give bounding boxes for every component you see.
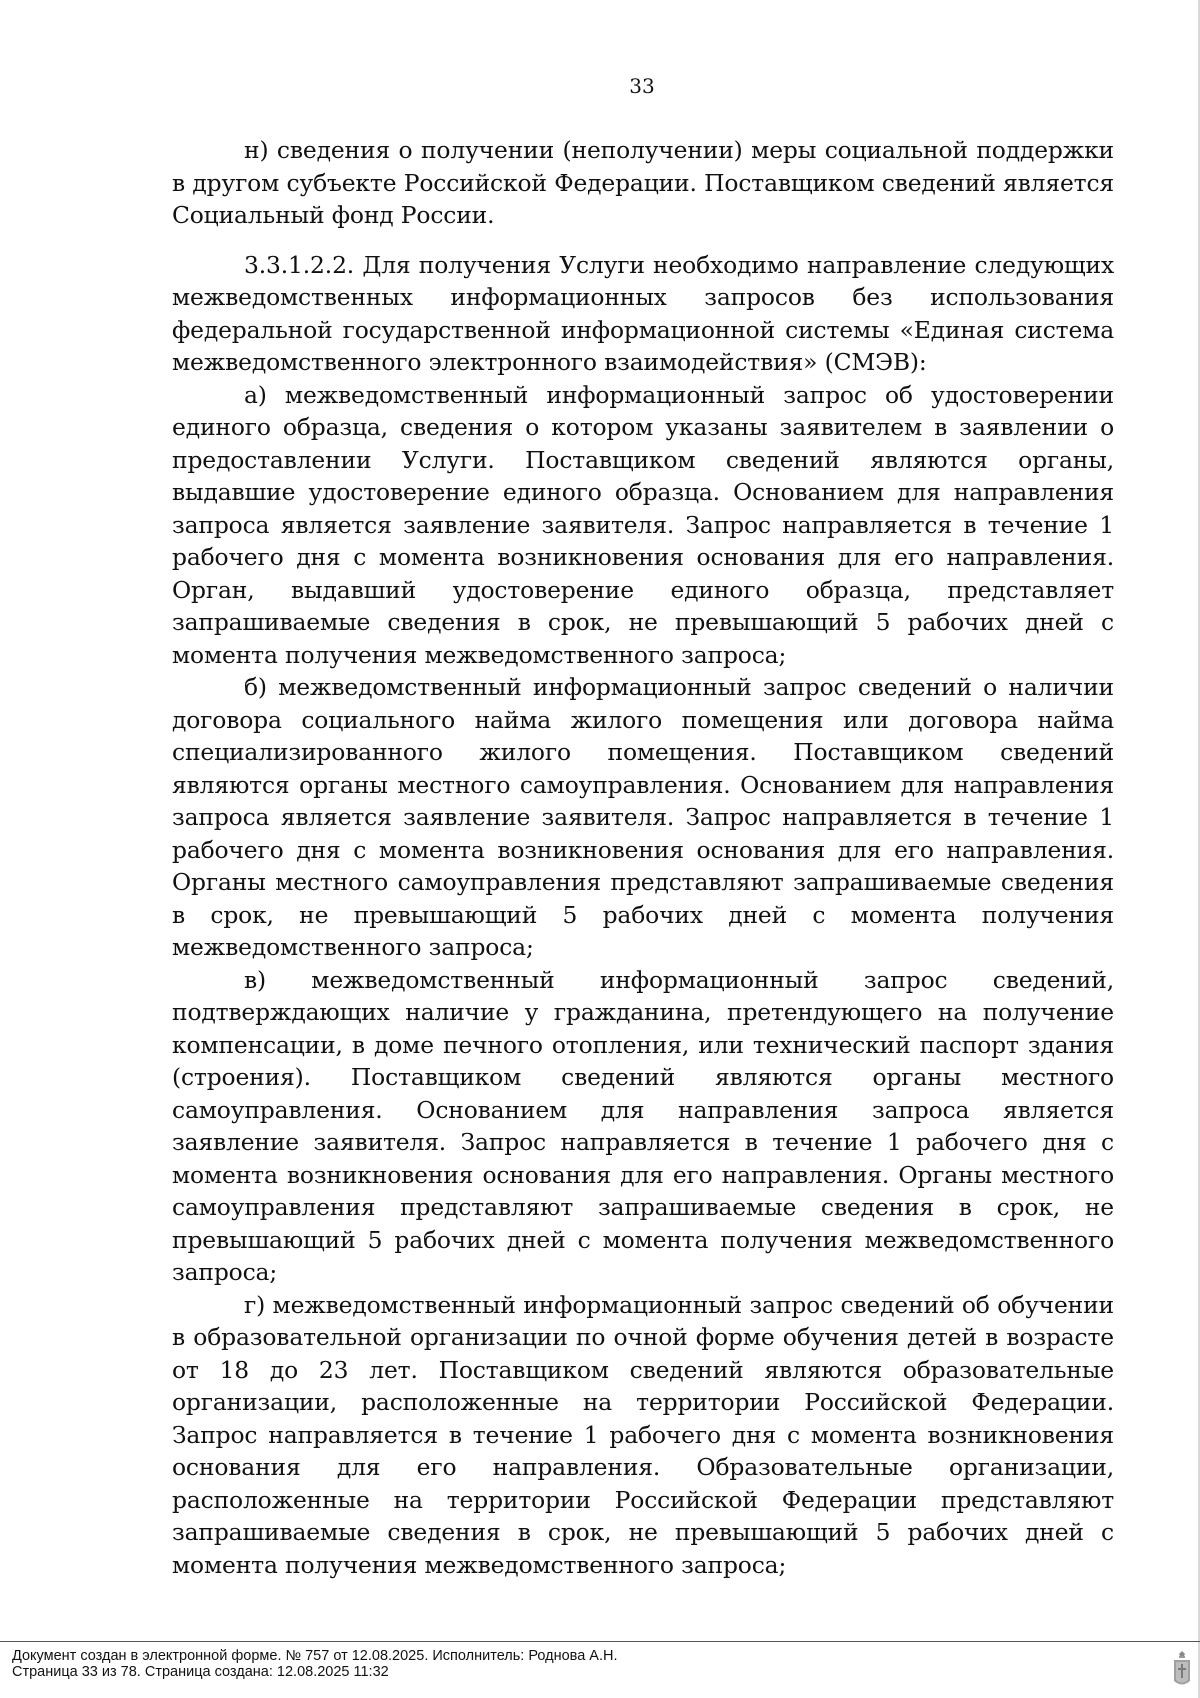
footer-document-info: Документ создан в электронной форме. № 757 от 12.08.2025. Исполнитель: Роднова А.Н. <box>12 1648 618 1664</box>
paragraph-n: н) сведения о получении (неполучении) меры социальной поддержки в другом субъекте Российской Федерации. Поставщиком сведений является Социальный фонд России. <box>172 136 1114 229</box>
footer <box>12 1648 618 1680</box>
document-body <box>172 134 1114 1581</box>
coat-of-arms-icon <box>1172 1651 1192 1689</box>
footer-page-info: Страница 33 из 78. Страница создана: 12.08.2025 11:32 <box>12 1664 389 1680</box>
paragraph-g: г) межведомственный информационный запрос сведений об обучении в образовательной организации по очной форме обучения детей в возрасте от 18 до 23 лет. Поставщиком сведений являются образовательные организации, расположенные на территории Российской Федерации. Запрос направляется в течение 1 рабочего дня с момента возникновения основания для его направления. Образовательные организации, расположенные на территории Российской Федерации представляют запрашиваемые сведения в срок, не превышающий 5 рабочих дней с момента получения межведомственного запроса; <box>172 1290 1114 1579</box>
paragraph-b: б) межведомственный информационный запрос сведений о наличии договора социального найма жилого помещения или договора найма специализированного жилого помещения. Поставщиком сведений являются органы местного самоуправления. Основанием для направления запроса является заявление заявителя. Запрос направляется в течение 1 рабочего дня с момента возникновения основания для его направления. Органы местного самоуправления представляют запрашиваемые сведения в срок, не превышающий 5 рабочих дней с момента получения межведомственного запроса; <box>172 673 1114 961</box>
page-number: 33 <box>629 74 655 98</box>
footer-divider <box>0 1641 1200 1642</box>
paragraph-v: в) межведомственный информационный запрос сведений, подтверждающих наличие у гражданина, претендующего на получение компенсации, в доме печного отопления, или технический паспорт здания (строения). Поставщиком сведений являются органы местного самоуправления. Основанием для направления запроса является заявление заявителя. Запрос направляется в течение 1 рабочего дня с момента возникновения основания для его направления. Органы местного самоуправления представляют запрашиваемые сведения в срок, не превышающий 5 рабочих дней с момента получения межведомственного запроса; <box>172 965 1114 1286</box>
paragraph-a: а) межведомственный информационный запрос об удостоверении единого образца, сведения о котором указаны заявителем в заявлении о предоставлении Услуги. Поставщиком сведений являются органы, выдавшие удостоверение единого образца. Основанием для направления запроса является заявление заявителя. Запрос направляется в течение 1 рабочего дня с момента возникновения основания для его направления. Орган, выдавший удостоверение единого образца, представляет запрашиваемые сведения в срок, не превышающий 5 рабочих дней с момента получения межведомственного запроса; <box>172 380 1114 669</box>
paragraph-3-3-1-2-2: 3.3.1.2.2. Для получения Услуги необходимо направление следующих межведомственных информационных запросов без использования федеральной государственной информационной системы «Единая система межведомственного электронного взаимодействия» (СМЭВ): <box>172 250 1114 376</box>
